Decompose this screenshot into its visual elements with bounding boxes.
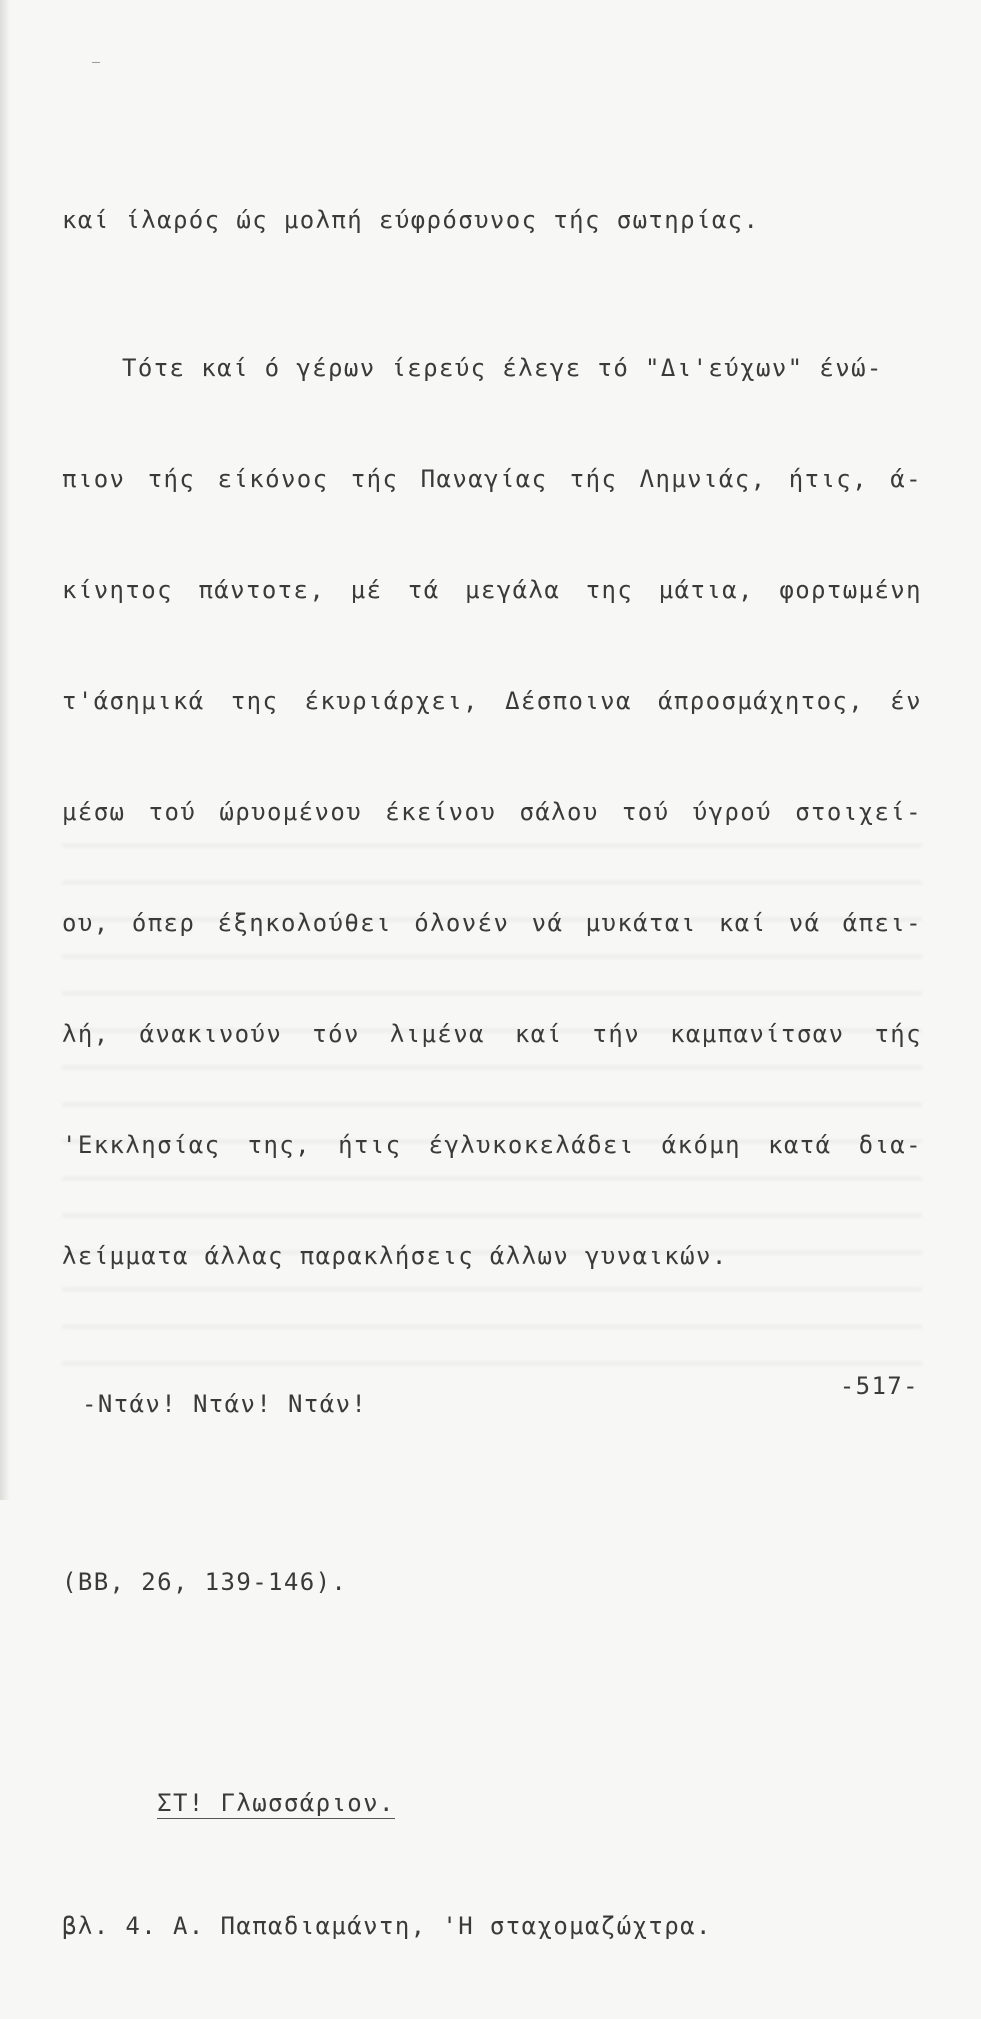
scan-edge-shadow xyxy=(0,0,10,1500)
source-reference: (ΒΒ, 26, 139-146). xyxy=(62,1568,348,1596)
glossary-entry: βλ. 4. Α. Παπαδιαμάντη, 'Η σταχομαζώχτρα. xyxy=(62,1912,712,1940)
scan-stray-mark xyxy=(92,62,100,63)
section-heading: ΣΤ! Γλωσσάριον. xyxy=(157,1789,395,1817)
text-line: τ'άσημικά της έκυριάρχει, Δέσποινα άπροσμάχητος, έν xyxy=(62,687,922,715)
page-body xyxy=(62,128,922,2019)
exclamation-line: -Ντάν! Ντάν! Ντάν! xyxy=(82,1390,368,1418)
text-line: κίνητος πάντοτε, μέ τά μεγάλα της μάτια, φορτωμένη xyxy=(62,576,922,604)
text-line: μέσω τού ώρυομένου έκείνου σάλου τού ύγρού στοιχεί- xyxy=(62,798,922,826)
text-line: ου, όπερ έξηκολούθει όλονέν νά μυκάται καί νά άπει- xyxy=(62,909,922,937)
section-heading-row xyxy=(62,1748,922,1817)
text-line: καί ίλαρός ώς μολπή εύφρόσυνος τής σωτηρίας. xyxy=(62,206,760,234)
text-line: λείμματα άλλας παρακλήσεις άλλων γυναικών. xyxy=(62,1242,728,1270)
text-line: Τότε καί ό γέρων ίερεύς έλεγε τό "Δι'εύχων" ένώ- xyxy=(122,354,883,382)
text-line: πιον τής είκόνος τής Παναγίας τής Λημνιάς, ήτις, ά- xyxy=(62,465,922,493)
page-number: -517- xyxy=(839,1372,919,1400)
text-line: 'Εκκλησίας της, ήτις έγλυκοκελάδει άκόμη κατά δια- xyxy=(62,1131,922,1159)
text-line: λή, άνακινούν τόν λιμένα καί τήν καμπανίτσαν τής xyxy=(62,1020,922,1048)
